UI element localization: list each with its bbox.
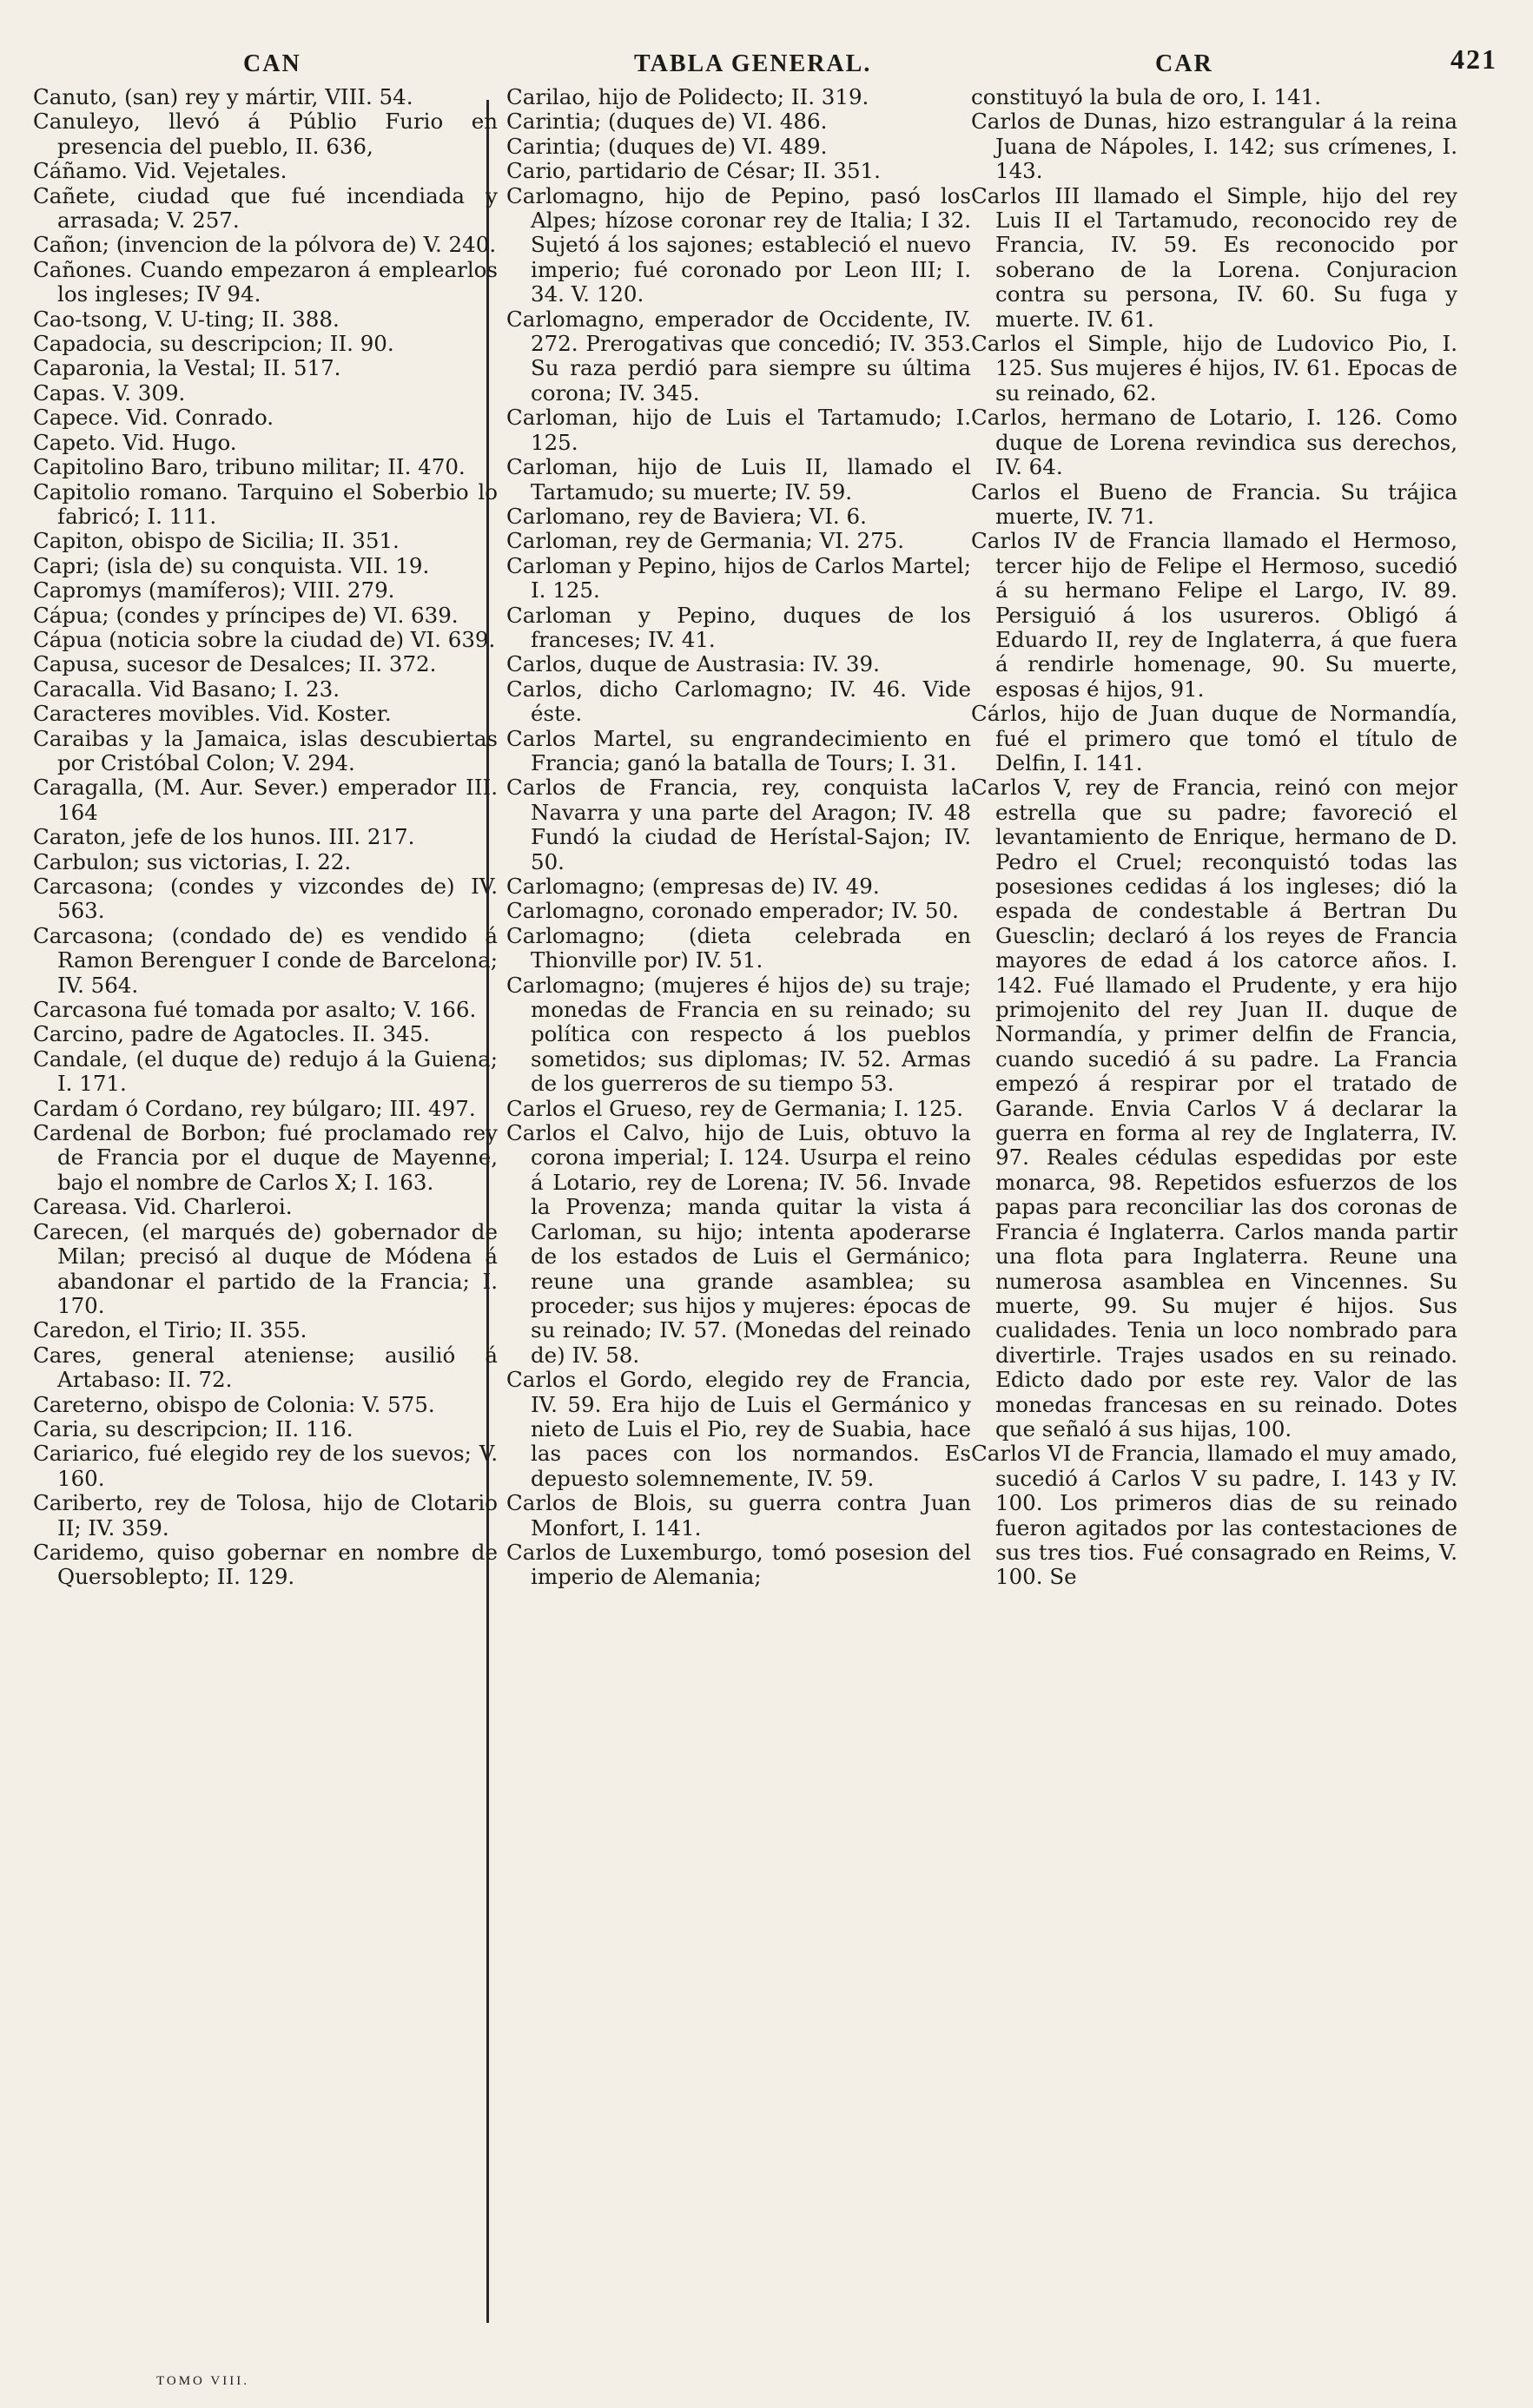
- index-entry: Carlos el Grueso, rey de Germania; I. 125.: [506, 1095, 964, 1121]
- index-entry: Caredon, el Tirio; II. 355.: [33, 1317, 307, 1343]
- index-entry: Carcasona; (condado de) es vendido á Ramon Berenguer I conde de Barcelona; IV. 564.: [33, 922, 498, 998]
- index-entry: Carcasona fué tomada por asalto; V. 166.: [33, 997, 477, 1023]
- index-entry: Capeto. Vid. Hugo.: [33, 429, 237, 455]
- index-entry: Carlos VI de Francia, llamado el muy amado, sucedió á Carlos V su padre, I. 143 y IV. 100. Los primeros dias de su reinado fueron agitados por las contestaciones de sus tres tios. Fué consagrado en Reims, V. 100. Se: [971, 1441, 1457, 1590]
- index-entry: Cañones. Cuando empezaron á emplearlos los ingleses; IV 94.: [33, 256, 498, 307]
- index-entry: Caracalla. Vid Basano; I. 23.: [33, 676, 340, 702]
- index-entry: Carlomagno; (empresas de) IV. 49.: [506, 874, 880, 899]
- index-entry: Cario, partidario de César; II. 351.: [506, 158, 881, 184]
- index-entry: Capitolio romano. Tarquino el Soberbio lo fabricó; I. 111.: [33, 478, 498, 529]
- index-entry: Capri; (isla de) su conquista. VII. 19.: [33, 552, 430, 578]
- index-entry: Carilao, hijo de Polidecto; II. 319.: [506, 84, 869, 109]
- index-entry: Caraibas y la Jamaica, islas descubiertas por Cristóbal Colon; V. 294.: [33, 725, 498, 775]
- index-entry: Careterno, obispo de Colonia: V. 575.: [33, 1391, 435, 1417]
- index-entry: Cares, general ateniense; ausilió á Artabaso: II. 72.: [33, 1342, 498, 1393]
- column-2: [506, 85, 971, 1590]
- index-entry: Cariberto, rey de Tolosa, hijo de Clotario II; IV. 359.: [33, 1490, 498, 1540]
- index-entry: Cariarico, fué elegido rey de los suevos; V. 160.: [33, 1441, 498, 1491]
- index-entry: Caraton, jefe de los hunos. III. 217.: [33, 824, 415, 850]
- index-entry: Carloman, rey de Germania; VI. 275.: [506, 528, 905, 554]
- index-entry: Carlomagno, hijo de Pepino, pasó los Alpes; hízose coronar rey de Italia; I 32. Sujetó á los sajones; estableció el nuevo imperio; fué coronado por Leon III; I. 34. V. 120.: [506, 182, 971, 307]
- index-entry: Carlos de Dunas, hizo estrangular á la reina Juana de Nápoles, I. 142; sus crímenes, I. 143.: [971, 109, 1457, 184]
- index-entry: Carlos el Gordo, elegido rey de Francia, IV. 59. Era hijo de Luis el Germánico y nieto de Luis el Pio, rey de Suabia, hace las paces con los normandos. Es depuesto solemnemente, IV. 59.: [506, 1367, 971, 1491]
- index-entry: Caragalla, (M. Aur. Sever.) emperador III. 164: [33, 775, 498, 825]
- index-entry: Carloman y Pepino, duques de los franceses; IV. 41.: [506, 602, 971, 652]
- index-entry: Carintia; (duques de) VI. 486.: [506, 109, 828, 135]
- index-entry: Carlos el Calvo, hijo de Luis, obtuvo la corona imperial; I. 124. Usurpa el reino á Lotario, rey de Lorena; IV. 56. Invade la Provenza; manda quitar la vista á Carloman, su hijo; intenta apoderarse de los estados de Luis el Germánico; reune una grande asamblea; su proceder; sus hijos y mujeres: épocas de su reinado; IV. 57. (Monedas del reinado de) IV. 58.: [506, 1120, 971, 1368]
- index-entry: Candale, (el duque de) redujo á la Guiena; I. 171.: [33, 1046, 498, 1097]
- index-entry: Cao-tsong, V. U-ting; II. 388.: [33, 306, 340, 332]
- index-entry: Carlos, duque de Austrasia: IV. 39.: [506, 651, 880, 677]
- column-1: [33, 85, 498, 1590]
- index-entry: Capitolino Baro, tribuno militar; II. 470.: [33, 454, 466, 480]
- header-right-guide: CAR: [1155, 50, 1213, 77]
- index-entry: Carlos, dicho Carlomagno; IV. 46. Vide éste.: [506, 676, 971, 727]
- index-entry: Cápua; (condes y príncipes de) VI. 639.: [33, 602, 459, 628]
- index-entry: Carlos de Blois, su guerra contra Juan Monfort, I. 141.: [506, 1490, 971, 1540]
- index-entry: Canuto, (san) rey y mártir, VIII. 54.: [33, 84, 413, 109]
- index-entry: Capusa, sucesor de Desalces; II. 372.: [33, 651, 437, 677]
- page-number: 421: [1450, 43, 1497, 75]
- index-entry: Carlomagno; (mujeres é hijos de) su traje; monedas de Francia en su reinado; su política con respecto á los pueblos sometidos; sus diplomas; IV. 52. Armas de los guerreros de su tiempo 53.: [506, 972, 971, 1097]
- index-entry: Carlomagno, coronado emperador; IV. 50.: [506, 898, 959, 924]
- index-entry: Carlos V, rey de Francia, reinó con mejor estrella que su padre; favoreció el levantamiento de Enrique, hermano de D. Pedro el Cruel; reconquistó todas las posesiones cedidas á los ingleses; dió la espada de condestable á Bertran Du Guesclin; declaró á los reyes de Francia mayores de edad á los catorce años. I. 142. Fué llamado el Prudente, y era hijo primojenito del rey Juan II. duque de Normandía, y primer delfin de Francia, cuando sucedió á su padre. La Francia empezó á respirar por el tratado de Garande. Envia Carlos V á declarar la guerra en forma al rey de Inglaterra, IV. 97. Reales cédulas espedidas por este monarca, 98. Repetidos esfuerzos de los papas para reconciliar las dos coronas de Francia é Inglaterra. Carlos manda partir una flota para Inglaterra. Reune una numerosa asamblea en Vincennes. Su muerte, 99. Su mujer é hijos. Sus cualidades. Tenia un loco nombrado para divertirle. Trajes usados en su reinado. Edicto dado por este rey. Valor de las monedas francesas en su reinado. Dotes que señaló á sus hijas, 100.: [971, 775, 1457, 1442]
- index-entry: Capiton, obispo de Sicilia; II. 351.: [33, 528, 400, 554]
- index-entry: Carlos de Francia, rey, conquista la Navarra y una parte del Aragon; IV. 48 Fundó la ciudad de Herístal-Sajon; IV. 50.: [506, 775, 971, 874]
- index-entry: Caridemo, quiso gobernar en nombre de Quersoblepto; II. 129.: [33, 1539, 498, 1590]
- index-entry: Caria, su descripcion; II. 116.: [33, 1415, 354, 1442]
- index-entry: Caparonia, la Vestal; II. 517.: [33, 355, 341, 381]
- volume-signature: TOMO VIII.: [156, 2374, 249, 2388]
- index-entry: Cárlos, hijo de Juan duque de Normandía, fué el primero que tomó el título de Delfin, I. 141.: [971, 701, 1457, 775]
- index-entry: Carcasona; (condes y vizcondes de) IV. 563.: [33, 874, 498, 924]
- index-entry: Careasa. Vid. Charleroi.: [33, 1194, 293, 1220]
- index-entry: Carlos III llamado el Simple, hijo del rey Luis II el Tartamudo, reconocido rey de Francia, IV. 59. Es reconocido por soberano de la Lorena. Conjuracion contra su persona, IV. 60. Su fuga y muerte. IV. 61.: [971, 182, 1457, 332]
- index-entry: Carloman, hijo de Luis II, llamado el Tartamudo; su muerte; IV. 59.: [506, 454, 971, 505]
- index-entry: Carcino, padre de Agatocles. II. 345.: [33, 1021, 430, 1047]
- index-entry: Capas. V. 309.: [33, 379, 186, 406]
- index-entry: Capece. Vid. Conrado.: [33, 405, 274, 431]
- column-3: [971, 85, 1457, 1590]
- index-entry: Carbulon; sus victorias, I. 22.: [33, 848, 352, 874]
- index-entry: Carintia; (duques de) VI. 489.: [506, 133, 828, 159]
- header-title: TABLA GENERAL.: [634, 50, 872, 77]
- index-entry: Carlomagno, emperador de Occidente, IV. 272. Prerogativas que concedió; IV. 353. Su raza perdió para siempre su última corona; IV. 345.: [506, 306, 971, 406]
- index-entry: Cardam ó Cordano, rey búlgaro; III. 497.: [33, 1095, 476, 1121]
- header-left-guide: CAN: [243, 50, 301, 77]
- index-entry: Capadocia, su descripcion; II. 90.: [33, 331, 394, 357]
- index-entry: Carlos de Luxemburgo, tomó posesion del imperio de Alemania;: [506, 1539, 971, 1590]
- index-entry: Cardenal de Borbon; fué proclamado rey de Francia por el duque de Mayenne, bajo el nombre de Carlos X; I. 163.: [33, 1120, 498, 1195]
- index-entry: Capromys (mamíferos); VIII. 279.: [33, 577, 395, 604]
- index-entry: Carlos IV de Francia llamado el Hermoso, tercer hijo de Felipe el Hermoso, sucedió á su hermano Felipe el Largo, IV. 89. Persiguió á los usureros. Obligó á Eduardo II, rey de Inglaterra, á que fuera á rendirle homenage, 90. Su muerte, esposas é hijos, 91.: [971, 528, 1457, 702]
- index-entry: Cápua (noticia sobre la ciudad de) VI. 639.: [33, 626, 496, 652]
- index-entry: Carlos el Bueno de Francia. Su trájica muerte, IV. 71.: [971, 478, 1457, 529]
- index-entry: Carlomano, rey de Baviera; VI. 6.: [506, 503, 867, 529]
- index-entry: Carloman, hijo de Luis el Tartamudo; I. 125.: [506, 405, 971, 455]
- index-entry: Carecen, (el marqués de) gobernador de Milan; precisó al duque de Módena á abandonar el partido de la Francia; I. 170.: [33, 1218, 498, 1318]
- index-entry: Carlos Martel, su engrandecimiento en Francia; ganó la batalla de Tours; I. 31.: [506, 725, 971, 775]
- index-entry: Carlomagno; (dieta celebrada en Thionville por) IV. 51.: [506, 922, 971, 973]
- index-entry: Canuleyo, llevó á Públio Furio en presencia del pueblo, II. 636,: [33, 109, 498, 159]
- index-entry: Caracteres movibles. Vid. Koster.: [33, 701, 392, 727]
- index-entry: Carlos, hermano de Lotario, I. 126. Como duque de Lorena revindica sus derechos, IV. 64.: [971, 405, 1457, 480]
- index-entry: Carloman y Pepino, hijos de Carlos Martel; I. 125.: [506, 552, 971, 604]
- index-entry: Cañete, ciudad que fué incendiada y arrasada; V. 257.: [33, 182, 498, 234]
- index-entry: Carlos el Simple, hijo de Ludovico Pio, I. 125. Sus mujeres é hijos, IV. 61. Epocas de su reinado, 62.: [971, 331, 1457, 406]
- index-entry: Cáñamo. Vid. Vejetales.: [33, 158, 287, 184]
- index-entry: constituyó la bula de oro, I. 141.: [971, 84, 1321, 109]
- index-entry: Cañon; (invencion de la pólvora de) V. 240.: [33, 232, 497, 258]
